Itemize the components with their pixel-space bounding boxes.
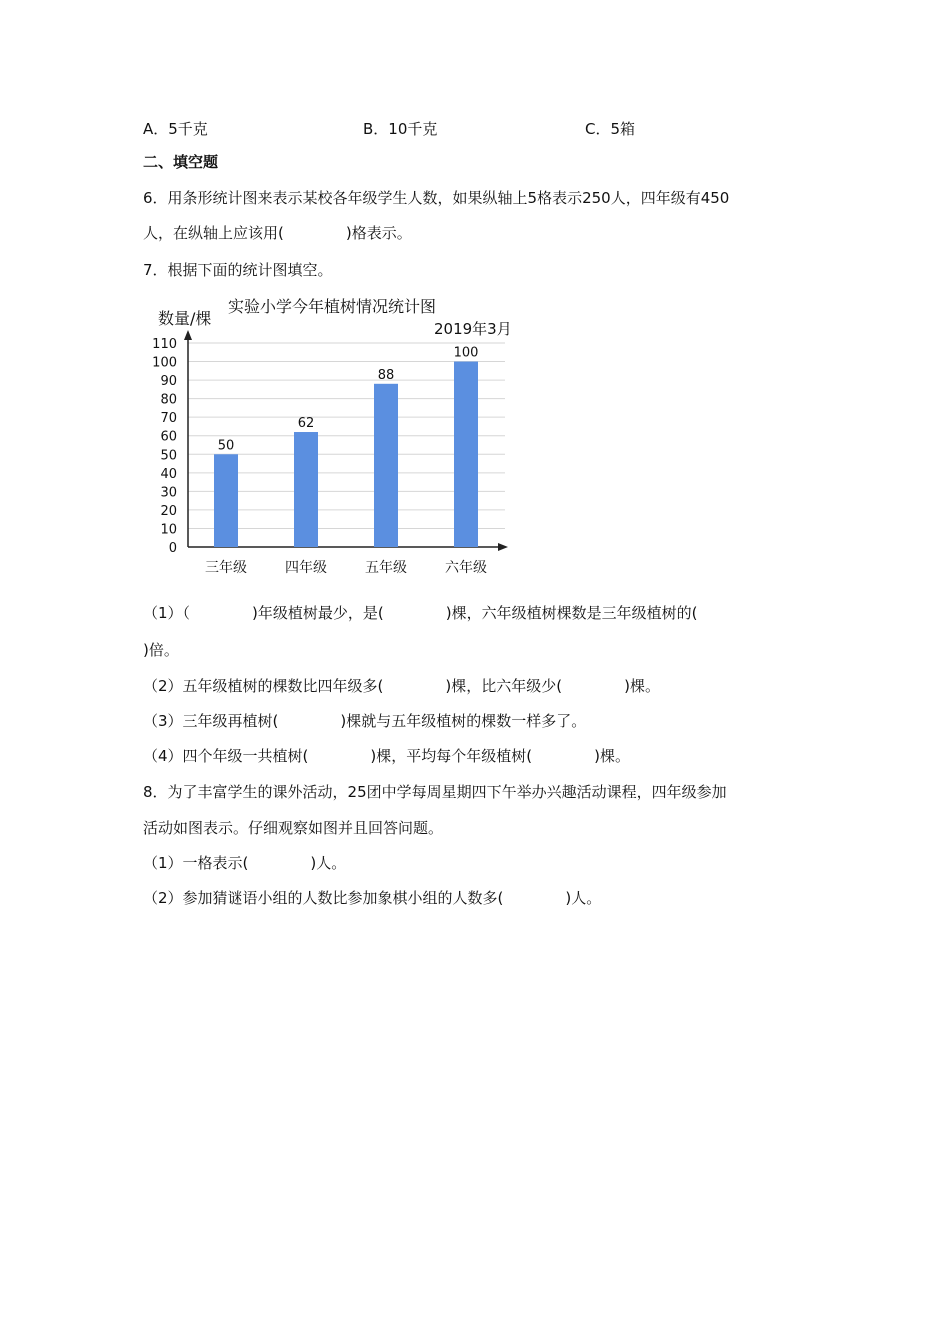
y-tick-label: 50: [160, 448, 177, 464]
bar-chart: [150, 292, 520, 582]
y-tick-label: 0: [168, 541, 177, 556]
y-axis-label: 数量/棵: [158, 309, 212, 328]
data-label: 50: [217, 438, 235, 454]
q7-p4-text-a: （4）四个年级一共植树(: [143, 747, 309, 765]
y-tick-label: 70: [160, 411, 177, 427]
q7-part3: [143, 711, 586, 731]
q6-line2-text-a: 人，在纵轴上应该用(: [143, 224, 284, 242]
y-tick-label: 60: [160, 429, 177, 445]
q8-p1-text-a: （1）一格表示(: [143, 854, 249, 872]
y-tick-label: 110: [152, 337, 177, 352]
data-label: 88: [377, 367, 395, 383]
q8-p2-text-a: （2）参加猜谜语小组的人数比参加象棋小组的人数多(: [143, 889, 504, 907]
q6-line2-text-b: )格表示。: [345, 224, 412, 242]
q7-intro: 7．根据下面的统计图填空。: [143, 261, 333, 279]
y-tick-label: 20: [160, 503, 177, 519]
q8-p2-text-b: )人。: [565, 889, 602, 907]
q7-p1-text-c: )棵，六年级植树棵数是三年级植树的(: [445, 604, 698, 622]
q7-p2-text-a: （2）五年级植树的棵数比四年级多(: [143, 677, 384, 695]
q7-p3-text-b: )棵就与五年级植树的棵数一样多了。: [340, 712, 587, 730]
option-c: C．5箱: [585, 120, 636, 138]
chart-subtitle: 2019年3月: [434, 320, 512, 338]
data-label: 62: [297, 416, 315, 432]
y-tick-label: 80: [160, 392, 177, 408]
q8-p1-text-b: )人。: [310, 854, 347, 872]
y-tick-labels: [152, 337, 177, 556]
q7-p4-text-c: )棵。: [594, 747, 630, 765]
q7-p3-text-a: （3）三年级再植树(: [143, 712, 279, 730]
q7-part4: [143, 746, 630, 766]
x-tick-label: 五年级: [365, 560, 407, 576]
x-tick-label: 三年级: [205, 560, 247, 576]
bar-2: [294, 432, 318, 547]
bar-3: [374, 384, 398, 547]
q6-line2: [143, 223, 412, 243]
section-title: 二、填空题: [143, 153, 219, 171]
q7-p1-text-b: )年级植树最少，是(: [252, 604, 384, 622]
y-axis-arrow: [184, 330, 192, 340]
chart-title: 实验小学今年植树情况统计图: [228, 297, 437, 316]
y-tick-label: 40: [160, 466, 177, 482]
bar-4: [454, 362, 478, 547]
q8-part2: [143, 888, 601, 908]
x-tick-label: 四年级: [285, 560, 327, 576]
q6-line1: 6．用条形统计图来表示某校各年级学生人数，如果纵轴上5格表示250人，四年级有450: [143, 189, 730, 207]
q8-line1: 8．为了丰富学生的课外活动，25团中学每周星期四下午举办兴趣活动课程，四年级参加: [143, 783, 727, 801]
q7-p2-text-b: )棵，比六年级少(: [445, 677, 563, 695]
q7-p2-text-c: )棵。: [624, 677, 660, 695]
x-tick-label: 六年级: [445, 560, 487, 576]
q8-part1: [143, 853, 346, 873]
x-tick-labels: [205, 559, 487, 576]
y-tick-label: 100: [152, 355, 177, 371]
data-label: 100: [453, 345, 479, 361]
option-a: A．5千克: [143, 120, 208, 138]
option-b: B．10千克: [363, 120, 438, 138]
bar-1: [214, 454, 238, 547]
y-tick-label: 90: [160, 374, 177, 390]
q7-p1-text-d: )倍。: [143, 641, 179, 659]
y-tick-label: 10: [160, 522, 177, 538]
x-axis-arrow: [498, 543, 508, 551]
q7-p1-text-a: （1）（: [143, 604, 191, 622]
q7-part1-line1: [143, 603, 697, 623]
q7-part2: [143, 676, 660, 696]
q7-part1-line2: [143, 640, 179, 660]
q7-p4-text-b: )棵，平均每个年级植树(: [370, 747, 533, 765]
q8-line2: 活动如图表示。仔细观察如图并且回答问题。: [143, 819, 444, 837]
y-tick-label: 30: [160, 485, 177, 501]
